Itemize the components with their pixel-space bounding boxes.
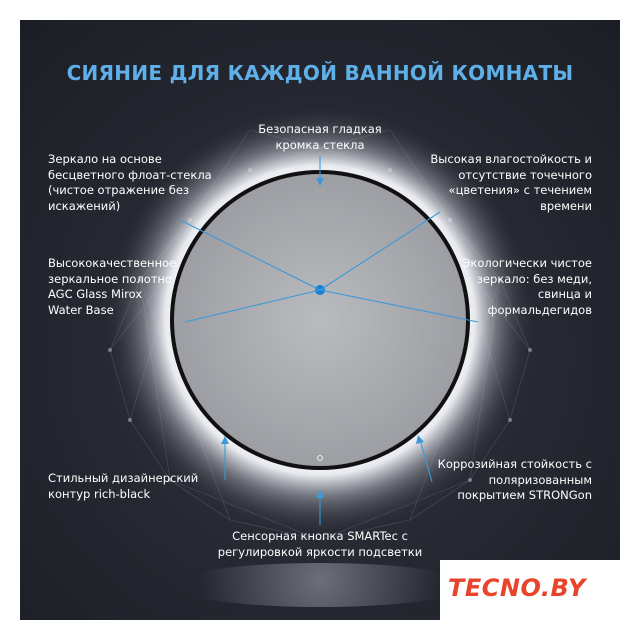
feature-sensor: Сенсорная кнопка SMARTec с регулировкой яркости подсветки [217,529,423,559]
brand-logo-area [440,560,620,620]
floor-glow [170,563,470,607]
product-banner [20,20,620,620]
feature-corrosion: Коррозийная стойкость с поляризованным покрытием STRONGon [437,457,592,502]
feature-glass: Зеркало на основе бесцветного флоат-стекла (чистое отражение без искажений) [48,152,212,213]
feature-quality: Высококачественное зеркальное полотно AGC Glass Mirox Water Base [48,256,177,317]
feature-edge: Безопасная гладкая кромка стекла [258,122,382,152]
feature-eco: Экологически чистое зеркало: без меди, свинца и формальдегидов [462,256,592,317]
feature-contour: Стильный дизайнерский контур rich-black [48,471,199,501]
feature-moisture: Высокая влагостойкость и отсутствие точечного «цветения» с течением времени [430,152,592,213]
brand-logo: TECNO.BY [448,574,586,602]
banner-title: СИЯНИЕ ДЛЯ КАЖДОЙ ВАННОЙ КОМНАТЫ [66,61,574,85]
round-mirror [172,172,468,468]
